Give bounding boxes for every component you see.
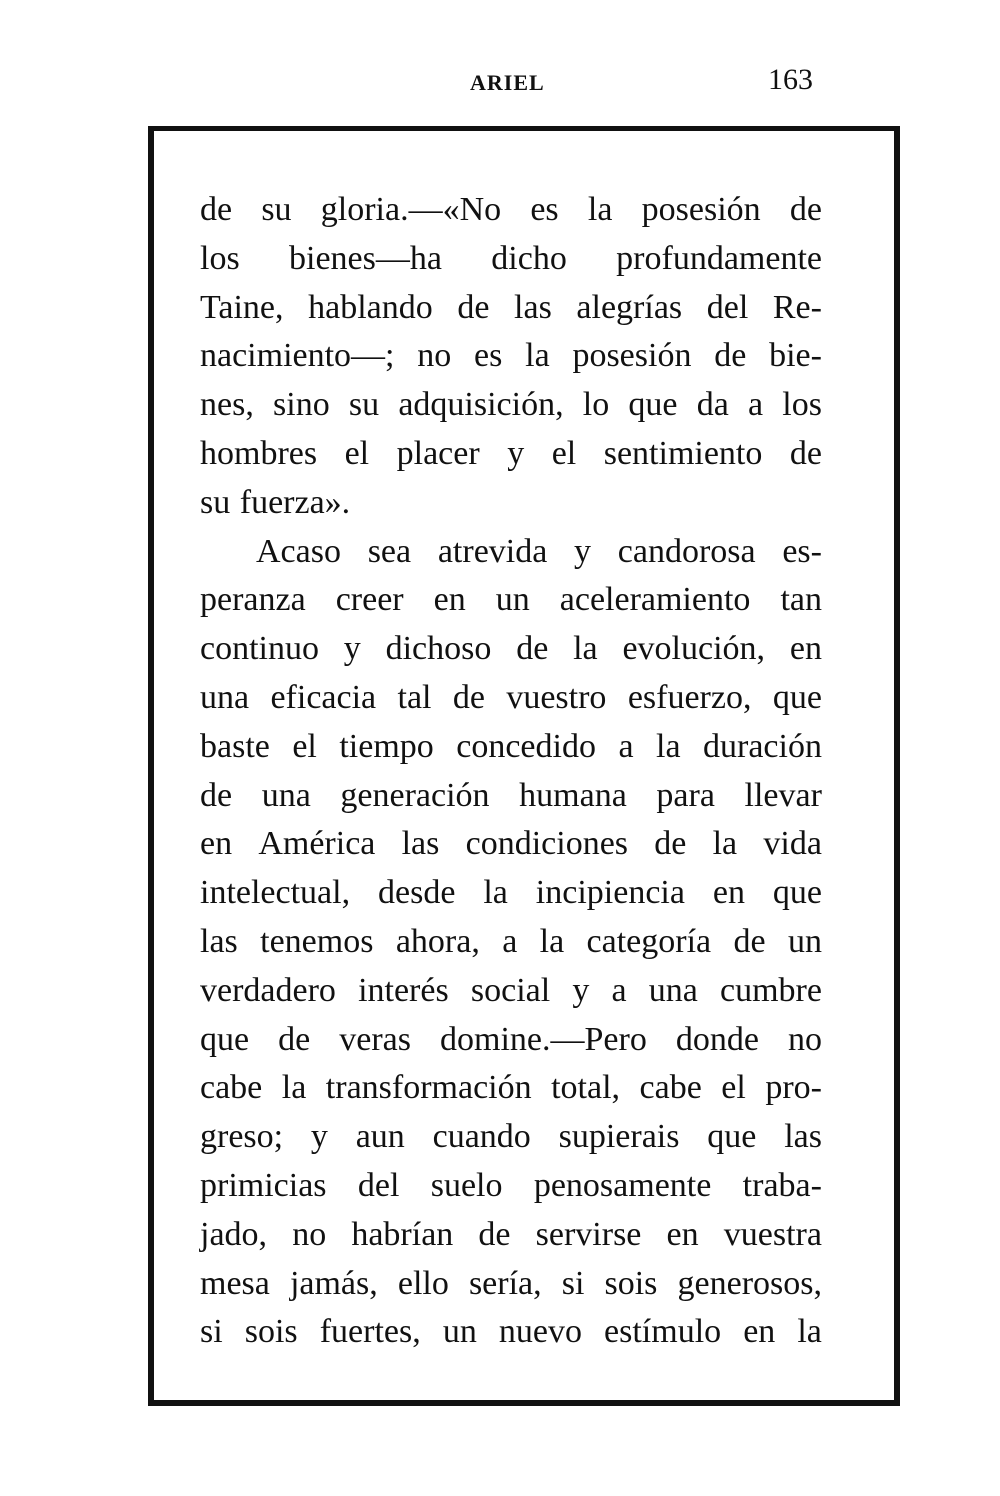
word: primicias <box>200 1166 327 1204</box>
word: domine.—Pero <box>440 1020 647 1058</box>
word: que <box>772 678 822 716</box>
word: el <box>551 434 577 472</box>
word: una <box>261 776 311 814</box>
text-line <box>200 1064 822 1113</box>
word: suelo <box>430 1166 503 1204</box>
text-line <box>200 1308 822 1357</box>
word: social <box>470 971 551 1009</box>
text-line <box>200 918 822 967</box>
word: fuerza». <box>239 483 351 521</box>
word: concedido <box>456 727 596 765</box>
word: cabe <box>639 1069 702 1107</box>
word: en <box>666 1215 699 1253</box>
text-line <box>200 1211 822 1260</box>
word: estímulo <box>604 1313 722 1351</box>
word: vuestra <box>723 1215 822 1253</box>
word: no <box>292 1215 327 1253</box>
word: desde <box>378 874 456 912</box>
word: su <box>200 483 231 521</box>
word: sois <box>244 1313 298 1351</box>
page-number: 163 <box>768 63 813 96</box>
word: de <box>789 434 822 472</box>
word: en <box>712 874 745 912</box>
word: del <box>357 1166 400 1204</box>
word: la <box>797 1313 822 1351</box>
word: habrían <box>351 1215 454 1253</box>
word: que <box>200 1020 250 1058</box>
word: que <box>628 386 678 424</box>
word: mesa <box>200 1264 270 1302</box>
word: profundamente <box>616 239 822 277</box>
word: hablando <box>308 288 433 326</box>
word: sentimiento <box>603 434 763 472</box>
word: el <box>344 434 370 472</box>
word: la <box>539 922 565 960</box>
word: de <box>654 825 687 863</box>
word: la <box>525 337 550 375</box>
text-line <box>200 674 822 723</box>
word: ahora, <box>395 922 480 960</box>
word: cumbre <box>720 971 822 1009</box>
word: ello <box>397 1264 449 1302</box>
word: verdadero <box>200 971 336 1009</box>
word: lo <box>582 386 610 424</box>
word: transformación <box>325 1069 532 1107</box>
word: sea <box>367 532 412 570</box>
word: es <box>474 337 503 375</box>
word: la <box>587 191 613 228</box>
word: donde <box>675 1020 759 1058</box>
word: evolución, <box>622 630 766 668</box>
word: vida <box>763 825 822 863</box>
word: vuestro <box>506 678 607 716</box>
word: un <box>442 1313 477 1351</box>
word: generación <box>340 776 490 814</box>
word: de <box>200 191 233 228</box>
word: a <box>618 727 634 765</box>
word: de <box>733 922 766 960</box>
text-line <box>200 528 822 577</box>
word: da <box>696 386 729 424</box>
word: Acaso <box>256 532 341 570</box>
word: de <box>200 776 233 814</box>
word: no <box>788 1020 822 1058</box>
text-line <box>200 381 822 430</box>
word: nacimiento—; <box>200 337 395 375</box>
word: aun <box>355 1118 405 1156</box>
body-text <box>200 186 822 1357</box>
word: y <box>507 434 525 472</box>
word: del <box>706 288 749 326</box>
word: supierais <box>558 1118 680 1156</box>
word: y <box>310 1118 328 1156</box>
word: Re- <box>772 288 822 326</box>
word: jamás, <box>289 1264 378 1302</box>
word: incipiencia <box>535 874 685 912</box>
text-line <box>200 332 822 381</box>
word: en <box>200 825 233 863</box>
word: servirse <box>535 1215 642 1253</box>
word: y <box>574 532 592 570</box>
word: creer <box>335 581 404 619</box>
word: y <box>343 630 361 668</box>
text-line <box>200 723 822 772</box>
word: su <box>348 386 380 424</box>
word: posesión <box>572 337 692 375</box>
word: peranza <box>200 581 306 619</box>
word: y <box>572 971 590 1009</box>
word: en <box>743 1313 776 1351</box>
text-line <box>200 479 822 528</box>
running-header-title: ARIEL <box>470 70 545 95</box>
word: las <box>784 1118 822 1156</box>
word: greso; <box>200 1118 284 1156</box>
word: veras <box>339 1020 411 1058</box>
word: categoría <box>586 922 712 960</box>
text-line <box>200 284 822 333</box>
word: interés <box>358 971 449 1009</box>
word: placer <box>396 434 480 472</box>
word: bie- <box>769 337 822 375</box>
text-line <box>200 186 822 235</box>
word: cabe <box>200 1069 263 1107</box>
text-line <box>200 869 822 918</box>
word: los <box>782 386 822 424</box>
word: de <box>516 630 549 668</box>
text-line <box>200 1016 822 1065</box>
word: intelectual, <box>200 874 351 912</box>
word: América <box>258 825 376 863</box>
word: si <box>200 1313 223 1351</box>
word: tan <box>780 581 822 619</box>
word: eficacia <box>270 678 377 716</box>
word: de <box>278 1020 311 1058</box>
word: dichoso <box>385 630 492 668</box>
word: a <box>611 971 627 1009</box>
text-line <box>200 576 822 625</box>
text-line <box>200 967 822 1016</box>
word: jado, <box>200 1215 268 1253</box>
word: las <box>200 922 238 960</box>
word: tal <box>397 678 432 716</box>
word: para <box>656 776 715 814</box>
word: a <box>747 386 764 424</box>
word: la <box>281 1069 307 1107</box>
text-line <box>200 1113 822 1162</box>
word: la <box>483 874 508 912</box>
text-line <box>200 772 822 821</box>
word: tenemos <box>260 922 374 960</box>
word: aceleramiento <box>559 581 751 619</box>
word: posesión <box>641 191 761 228</box>
word: penosamente <box>533 1166 712 1204</box>
word: la <box>573 630 598 668</box>
word: condiciones <box>465 825 629 863</box>
word: humana <box>519 776 627 814</box>
word: nuevo <box>498 1313 582 1351</box>
word: sería, <box>468 1264 542 1302</box>
word: duración <box>703 727 822 765</box>
word: los <box>200 239 240 277</box>
word: generosos, <box>677 1264 822 1302</box>
word: Taine, <box>200 288 284 326</box>
word: las <box>401 825 440 863</box>
text-line <box>200 820 822 869</box>
word: de <box>714 337 747 375</box>
word: si <box>561 1264 585 1302</box>
word: llevar <box>744 776 822 814</box>
word: bienes—ha <box>289 239 442 277</box>
word: pro- <box>765 1069 822 1107</box>
word: las <box>514 288 552 326</box>
word: esfuerzo, <box>627 678 752 716</box>
word: cuando <box>432 1118 531 1156</box>
word: de <box>452 678 485 716</box>
word: baste <box>200 727 270 765</box>
word: hombres <box>200 434 318 472</box>
word: un <box>787 922 822 960</box>
text-line <box>200 235 822 284</box>
text-line <box>200 1260 822 1309</box>
word: una <box>648 971 698 1009</box>
word: es- <box>782 532 822 570</box>
word: nes, <box>200 386 254 424</box>
word: atrevida <box>437 532 548 570</box>
word: el <box>292 727 317 765</box>
word: fuertes, <box>319 1313 421 1351</box>
word: en <box>433 581 466 619</box>
word: gloria.—«No <box>320 191 502 228</box>
word: alegrías <box>576 288 683 326</box>
word: a <box>502 922 518 960</box>
word: no <box>417 337 452 375</box>
word: adquisición, <box>398 386 564 424</box>
text-line <box>200 1162 822 1211</box>
text-line <box>200 625 822 674</box>
word: su <box>261 191 292 228</box>
word: el <box>721 1069 746 1107</box>
word: la <box>712 825 738 863</box>
text-line <box>200 430 822 479</box>
word: de <box>478 1215 511 1253</box>
word: continuo <box>200 630 319 668</box>
word: la <box>656 727 681 765</box>
word: tiempo <box>339 727 434 765</box>
word: de <box>457 288 490 326</box>
word: candorosa <box>617 532 756 570</box>
word: que <box>707 1118 757 1156</box>
word: en <box>789 630 822 668</box>
word: un <box>495 581 530 619</box>
word: es <box>530 191 559 228</box>
word: sino <box>273 386 330 424</box>
word: sois <box>604 1264 658 1302</box>
word: que <box>772 874 822 912</box>
word: dicho <box>491 239 567 277</box>
word: de <box>789 191 822 228</box>
word: traba- <box>742 1166 822 1204</box>
word: una <box>200 678 250 716</box>
word: total, <box>551 1069 621 1107</box>
